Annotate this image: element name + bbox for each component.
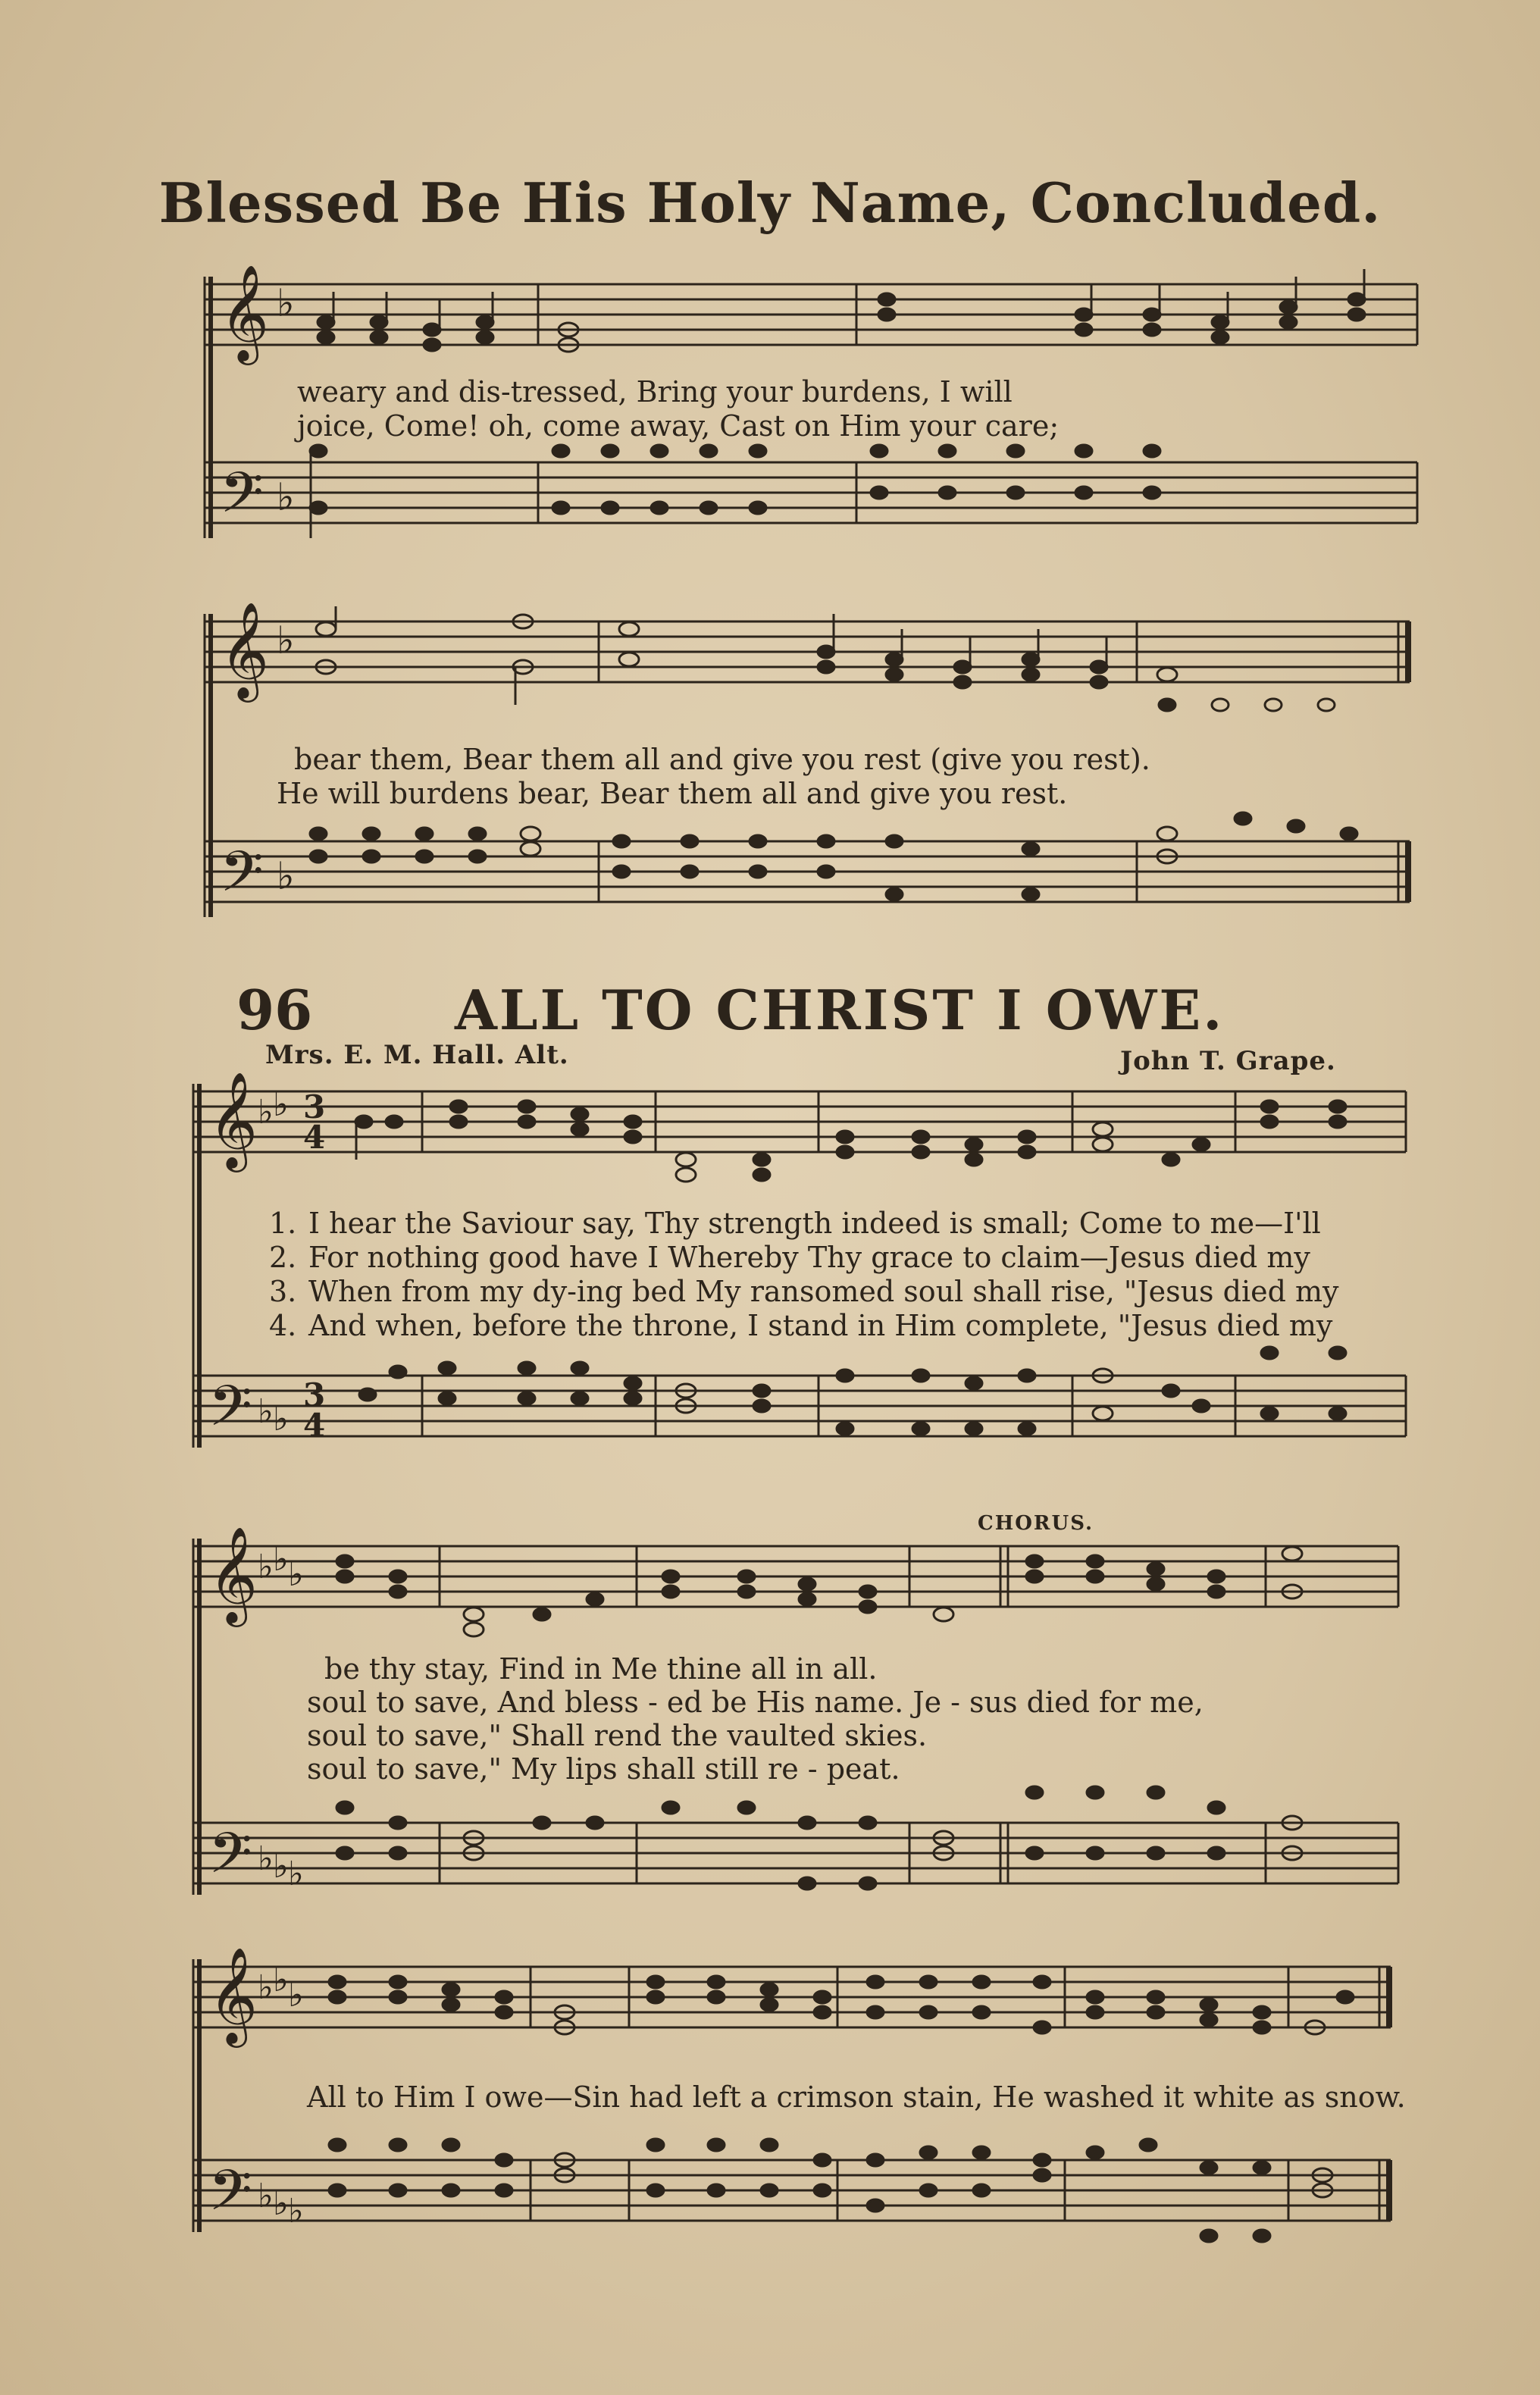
verse-text: I hear the Saviour say, Thy strength indeed is small; Come to me—I'll [308,1207,1321,1240]
svg-text:𝄞: 𝄞 [220,601,270,698]
svg-text:♭: ♭ [273,1085,289,1124]
verse-number: 2. [269,1241,297,1274]
system1-lyrics-line1: weary and dis-tressed, Bring your burdens, I will [297,375,1013,409]
svg-text:♭: ♭ [273,1847,289,1886]
svg-text:♭: ♭ [277,281,295,325]
svg-text:♭: ♭ [258,1093,274,1132]
svg-text:♭: ♭ [288,1555,304,1594]
verse-text: And when, before the throne, I stand in Him complete, "Jesus died my [308,1309,1333,1342]
svg-text:♭: ♭ [273,1540,289,1579]
svg-text:♭: ♭ [273,2184,289,2223]
verse-1 [269,1207,1321,1240]
hymn-author: Mrs. E. M. Hall. Alt. [265,1040,569,1070]
svg-text:♭: ♭ [277,854,295,898]
svg-text:𝄢: 𝄢 [220,839,264,919]
svg-text:♭: ♭ [258,1392,274,1431]
svg-text:𝄞: 𝄞 [208,1071,258,1168]
svg-text:♭: ♭ [258,2177,274,2215]
hymn-number: 96 [236,978,313,1042]
svg-text:𝄞: 𝄞 [220,264,270,361]
system2-lyrics-line2: He will burdens bear, Bear them all and give you rest. [277,777,1068,810]
svg-text:𝄞: 𝄞 [208,1526,258,1623]
final-lyrics-line: All to Him I owe—Sin had left a crimson stain, He washed it white as snow. [307,2080,1406,2114]
svg-text:4: 4 [303,1119,326,1156]
svg-text:♭: ♭ [288,1855,304,1893]
svg-text:♭: ♭ [258,1839,274,1878]
chorus-label: CHORUS. [978,1512,1094,1535]
hymn-title: ALL TO CHRIST I OWE. [455,978,1225,1042]
verse-number: 3. [269,1275,297,1308]
verse-number: 1. [269,1207,297,1240]
svg-text:𝄞: 𝄞 [208,1946,258,2043]
chorus-lyrics-line3: soul to save," Shall rend the vaulted skies. [307,1719,928,1752]
svg-text:♭: ♭ [273,1400,289,1439]
verse-2 [269,1241,1310,1274]
svg-text:♭: ♭ [277,618,295,662]
svg-text:3: 3 [303,1376,326,1414]
svg-text:𝄢: 𝄢 [208,2158,252,2237]
svg-text:𝄢: 𝄢 [208,1373,252,1453]
svg-text:4: 4 [303,1407,326,1444]
svg-text:♭: ♭ [288,1976,304,2015]
svg-text:3: 3 [303,1088,326,1125]
svg-text:♭: ♭ [288,2192,304,2231]
verse-3 [269,1275,1339,1308]
svg-text:𝄢: 𝄢 [208,1821,252,1900]
chorus-lyrics-line1: be thy stay, Find in Me thine all in all. [324,1652,878,1686]
verse-text: For nothing good have I Whereby Thy grace to claim—Jesus died my [308,1241,1310,1274]
chorus-lyrics-line4: soul to save," My lips shall still re - peat. [307,1752,900,1786]
svg-text:♭: ♭ [258,1968,274,2007]
hymn-composer: John T. Grape. [1120,1046,1336,1076]
verse-number: 4. [269,1309,297,1342]
chorus-lyrics-line2: soul to save, And bless - ed be His name. Je - sus died for me, [307,1686,1204,1719]
system1-lyrics-line2: joice, Come! oh, come away, Cast on Him your care; [297,409,1060,443]
svg-text:♭: ♭ [277,475,295,519]
verse-4 [269,1309,1332,1342]
page-title: Blessed Be His Holy Name, Concluded. [158,171,1382,235]
svg-text:♭: ♭ [258,1548,274,1586]
svg-text:𝄢: 𝄢 [220,460,264,540]
verse-text: When from my dy-ing bed My ransomed soul shall rise, "Jesus died my [308,1275,1339,1308]
system2-lyrics-line1: bear them, Bear them all and give you rest (give you rest). [294,743,1150,776]
svg-text:♭: ♭ [273,1961,289,1999]
